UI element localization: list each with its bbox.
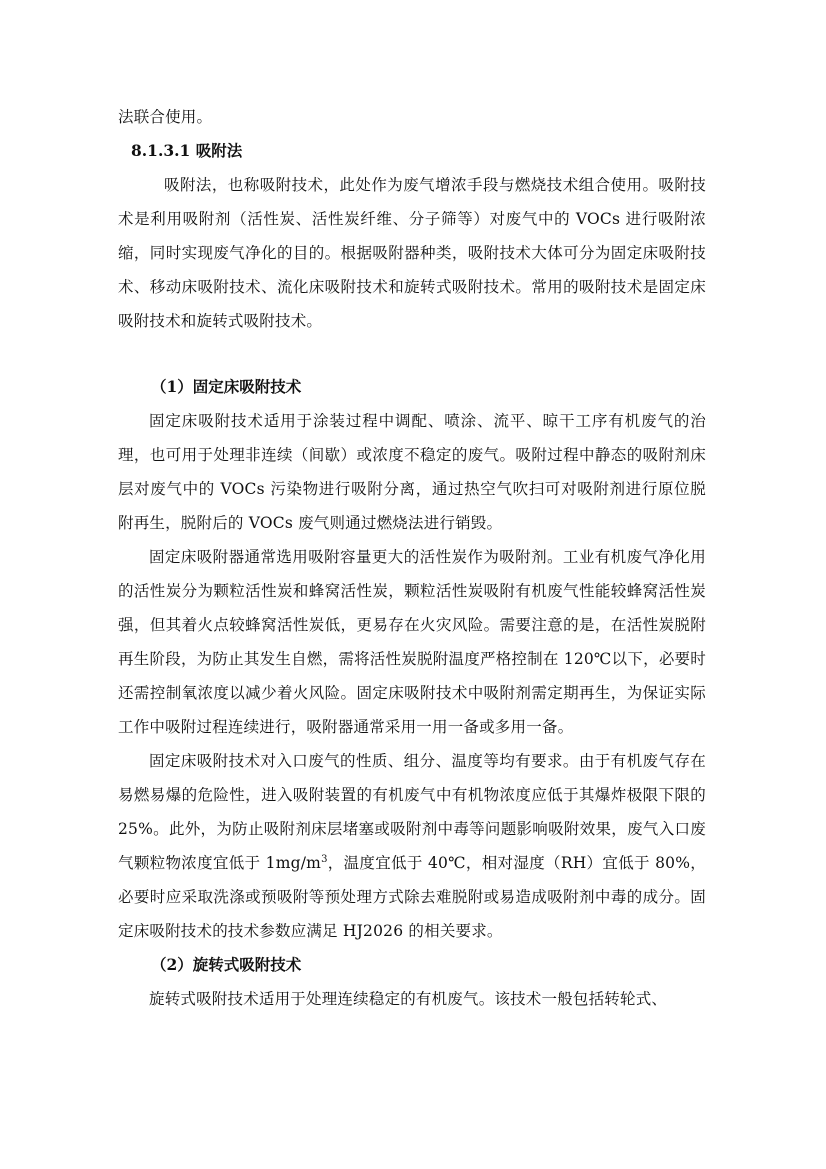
paragraph-activated-carbon: 固定床吸附器通常选用吸附容量更大的活性炭作为吸附剂。工业有机废气净化用的活性炭分为颗粒活性炭和蜂窝活性炭，颗粒活性炭吸附有机废气性能较蜂窝活性炭强，但其着火点较蜂窝活性炭低，更易存在火灾风险。需要注意的是，在活性炭脱附再生阶段，为防止其发生自燃，需将活性炭脱附温度严格控制在 120℃以下，必要时还需控制氧浓度以减少着火风险。固定床吸附技术中吸附剂需定期再生，为保证实际工作中吸附过程连续进行，吸附器通常采用一用一备或多用一备。 — [118, 548, 706, 736]
inlet-text-part2: ，温度宜低于 40℃，相对湿度（RH）宜低于 80%，必要时应采取洗涤或预吸附等预处理方式除去难脱附或易造成吸附剂中毒的成分。固定床吸附技术的技术参数应满足 HJ2026 的相关要求。 — [118, 854, 706, 940]
paragraph-rotary: 旋转式吸附技术适用于处理连续稳定的有机废气。该技术一般包括转轮式、 — [149, 990, 668, 1008]
paragraph-inlet-requirements — [118, 744, 706, 948]
section-heading: 8.1.3.1 吸附法 — [131, 141, 243, 160]
subheading-fixed-bed: （1）固定床吸附技术 — [151, 377, 302, 396]
paragraph-fixed-bed-scope: 固定床吸附技术适用于涂装过程中调配、喷涂、流平、晾干工序有机废气的治理，也可用于处理非连续（间歇）或浓度不稳定的废气。吸附过程中静态的吸附剂床层对废气中的 VOCs 污染物进行吸附分离，通过热空气吹扫可对吸附剂进行原位脱附再生，脱附后的 VOCs 废气则通过燃烧法进行销毁。 — [118, 412, 706, 532]
subheading-rotary: （2）旋转式吸附技术 — [151, 955, 302, 974]
superscript-3: 3 — [321, 853, 328, 865]
spacer — [118, 338, 706, 370]
continuation-text: 法联合使用。 — [118, 108, 213, 126]
inlet-text-part1: 固定床吸附技术对入口废气的性质、组分、温度等均有要求。由于有机废气存在易燃易爆的危险性，进入吸附装置的有机废气中有机物浓度应低于其爆炸极限下限的 25%。此外，为防止吸附剂床层堵塞或吸附剂中毒等问题影响吸附效果，废气入口废气颗粒物浓度宜低于 1mg/m — [118, 752, 706, 872]
document-page — [118, 100, 706, 1016]
intro-paragraph: 吸附法，也称吸附技术，此处作为废气增浓手段与燃烧技术组合使用。吸附技术是利用吸附剂（活性炭、活性炭纤维、分子筛等）对废气中的 VOCs 进行吸附浓缩，同时实现废气净化的目的。根据吸附器种类，吸附技术大体可分为固定床吸附技术、移动床吸附技术、流化床吸附技术和旋转式吸附技术。常用的吸附技术是固定床吸附技术和旋转式吸附技术。 — [118, 176, 706, 330]
